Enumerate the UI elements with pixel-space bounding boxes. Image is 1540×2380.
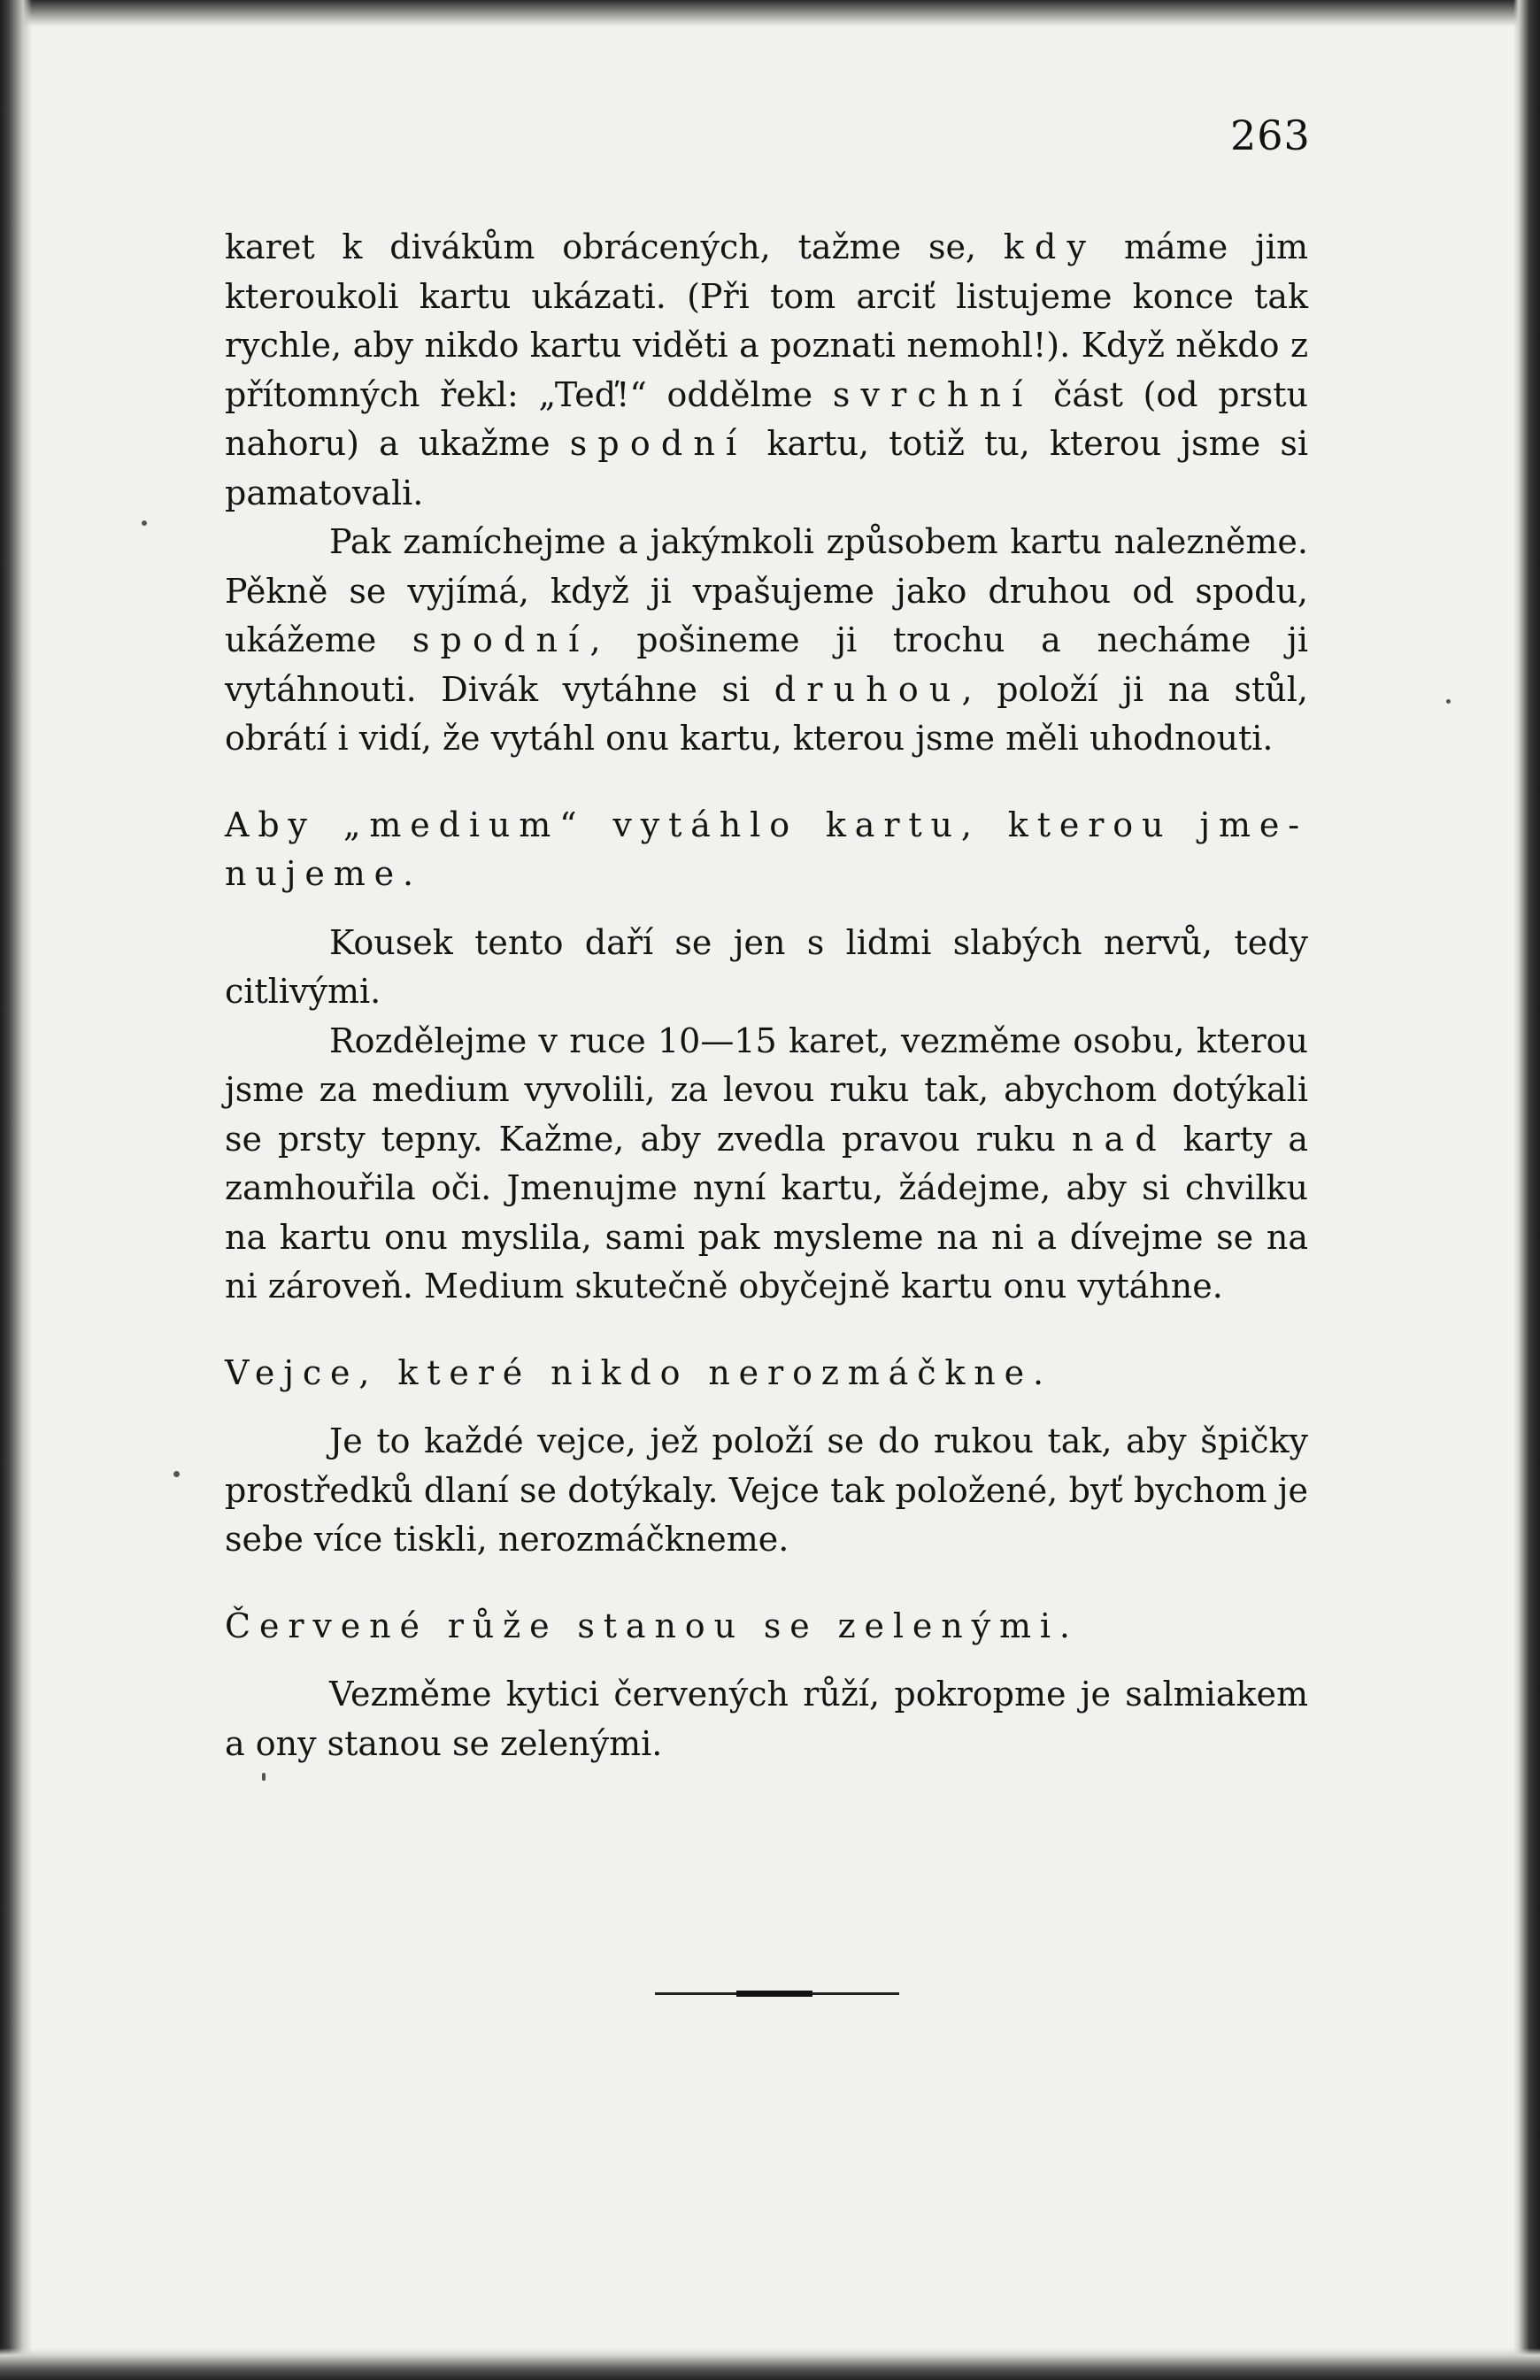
scan-edge-right [1513,0,1540,2380]
spacer [225,1312,1308,1349]
emphasis-druhou: druhou [774,669,962,709]
scan-edge-bottom [0,2348,1540,2380]
scan-speck [173,1471,180,1477]
end-ornament-center [736,1991,812,1997]
spacer [225,1651,1308,1670]
paragraph-2 [225,518,1308,764]
section-title-ruze: Červené růže stanou se zelenými. [225,1606,1079,1645]
spacer [225,1398,1308,1417]
emphasis-spodni: spodní [412,620,590,659]
text-run: část (od prstu nahoru) a ukažme [225,374,1308,463]
emphasis-kdy: kdy [1003,227,1097,266]
spacer [225,764,1308,801]
emphasis-nad: nad [1071,1119,1167,1159]
page-number: 263 [1230,112,1311,159]
text-run: Rozdělejme v ruce 10—15 karet, vezměme osobu, kterou jsme za medium vyvolili, za levou ruku tak, abychom dotýkali se prsty tepny. Kažme, aby zvedla pravou ruku [225,1021,1308,1159]
spacer [225,1565,1308,1602]
emphasis-svrchni: svrchní [832,374,1034,414]
scan-edge-top [0,0,1540,27]
section-title-medium-cont: nujeme. [225,854,422,893]
text-run: , položí ji na stůl, obrátí i vidí, že vytáhl onu kartu, kterou jsme měli uhodnouti. [225,669,1308,758]
scan-speck [142,520,147,526]
text-run: , pošineme ji trochu a necháme ji vytáhnouti. Divák vytáhne si [225,620,1309,709]
text-run: karty a zamhouřila oči. Jmenujme nyní kartu, žádejme, aby si chvilku na kartu onu myslila, sami pak mysleme na ni a dívejme se na ni zároveň. Medium skutečně obyčejně kartu onu vytáhne. [225,1119,1308,1306]
text-run: máme jim kteroukoli kartu ukázati. (Při tom arciť listujeme konce tak rychle, aby nikdo kartu viděti a poznati nemohl!). Když někdo z přítomných řekl: „Teď!“ oddělme [225,227,1308,414]
text-run: karet k divákům obrácených, tažme se, [225,227,1004,266]
spacer [225,899,1308,919]
paragraph-1 [225,223,1308,518]
scan-edge-left [0,0,32,2380]
paragraph-ruze: Vezměme kytici červených růží, pokropme je salmiakem a ony stanou se zelenými. [225,1675,1308,1763]
paragraph-medium-2 [225,1017,1308,1312]
section-title-vejce: Vejce, které nikdo nerozmáčkne. [225,1352,1052,1392]
scan-speck [262,1773,266,1781]
paragraph-vejce: Je to každé vejce, jež položí se do rukou tak, aby špičky prostředků dlaní se dotýkaly. Vejce tak položené, byť bychom je sebe více tiskli, nerozmáčkneme. [225,1421,1308,1559]
text-run: kartu, totiž tu, kterou jsme si pamatovali. [225,424,1308,512]
scan-speck [1446,699,1451,704]
paragraph-medium-1: Kousek tento daří se jen s lidmi slabých nervů, tedy citlivými. [225,922,1308,1011]
end-ornament-rule [655,1992,899,1995]
emphasis-spodni: spodní [569,424,748,463]
section-title-medium: Aby „medium“ vytáhlo kartu, kterou jme- [225,805,1308,844]
body-text [225,223,1308,1768]
text-run: Pak zamíchejme a jakýmkoli způsobem kartu nalezněme. Pěkně se vyjímá, když ji vpašujeme jako druhou od spodu, ukážeme [225,522,1308,659]
